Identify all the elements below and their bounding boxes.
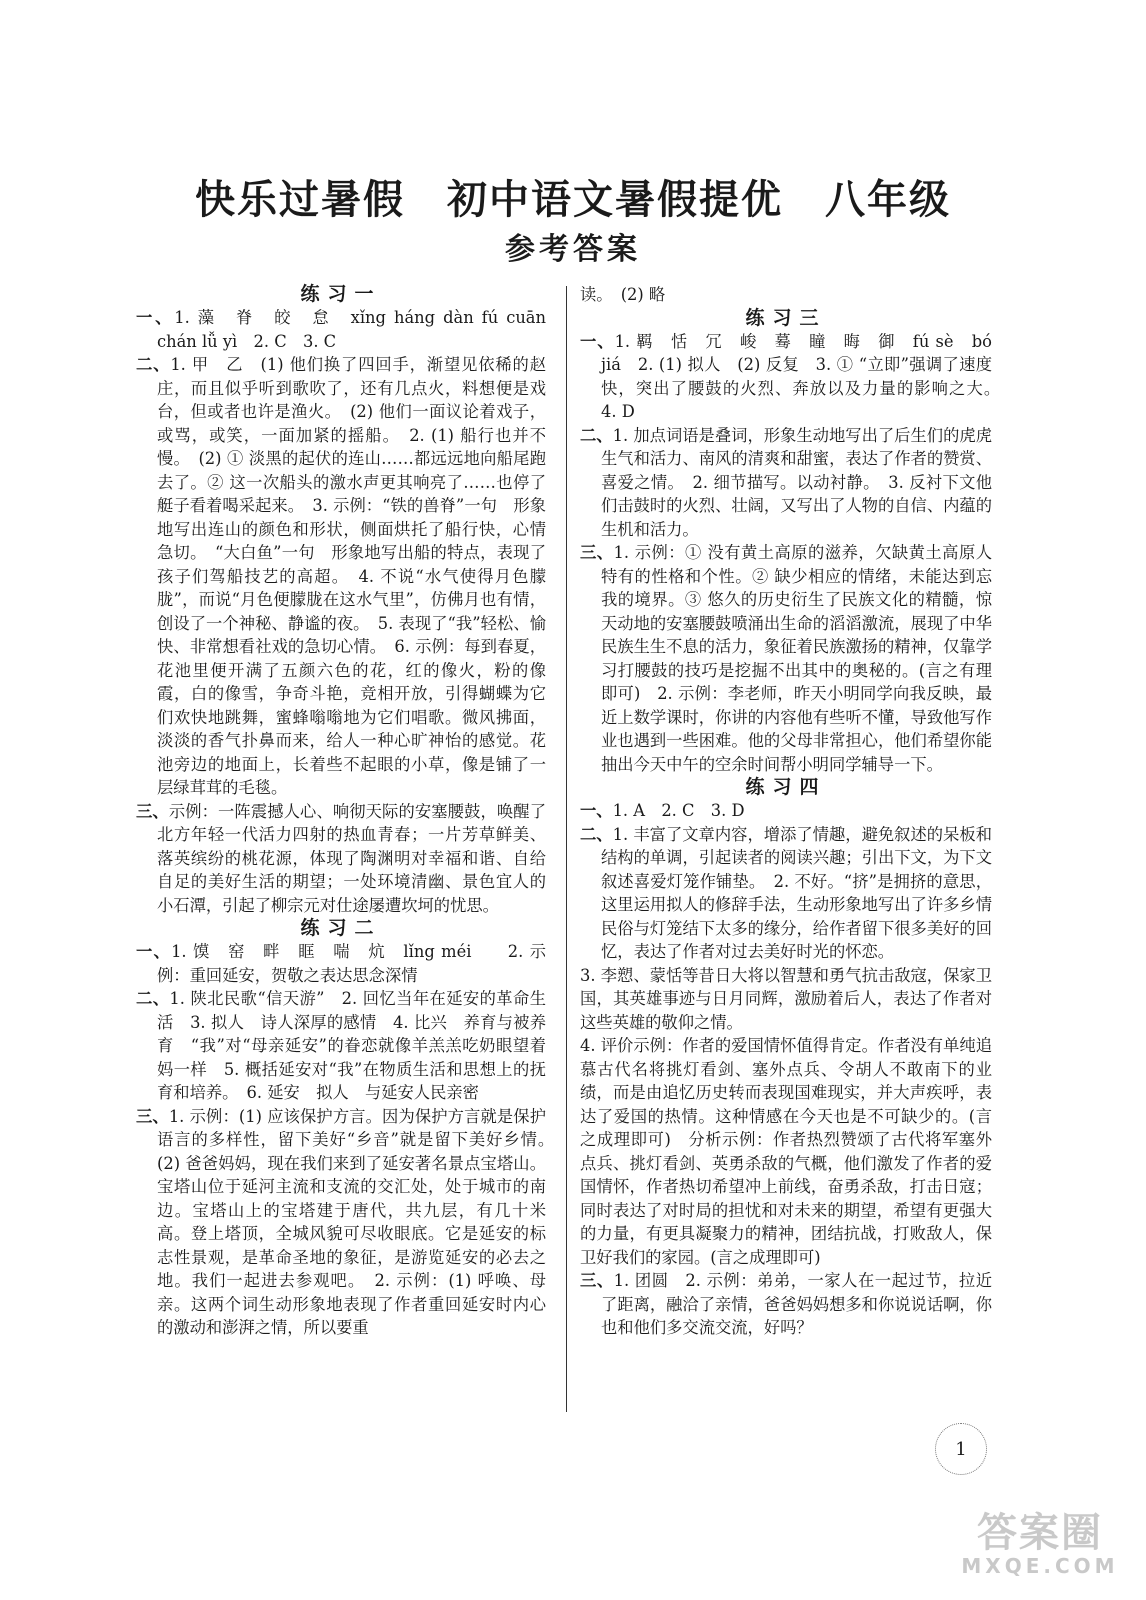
entry-text: 示例：一阵震撼人心、响彻天际的安塞腰鼓，唤醒了北方年轻一代活力四射的热血青春；一片芳草鲜美、落英缤纷的桃花源，体现了陶渊明对幸福和谐、自给自足的美好生活的期望；一处环境清幽、景色宜人的小石潭，引起了柳宗元对仕途屡遭坎坷的忧思。: [157, 801, 546, 915]
column-divider: [566, 286, 567, 1412]
watermark-text: 答案圈: [977, 1510, 1103, 1556]
entry-text: 1. 丰富了文章内容，增添了情趣，避免叙述的呆板和结构的单调，引起读者的阅读兴趣；引出下文，为下文叙述喜爱灯笼作铺垫。 2. 不好。“挤”是拥挤的意思，这里运用拟人的修辞手法，生动形象地写出了许多乡情民俗与灯笼结下太多的缘分，给作者留下很多美好的回忆，表达了作者对过去美好时光的怀恋。: [601, 824, 992, 961]
answer-entry: [580, 799, 992, 823]
section-heading: 练习二: [300, 917, 382, 939]
right-column: [580, 283, 1009, 1340]
answer-entry: [136, 940, 546, 987]
page-subtitle: 参考答案: [505, 232, 641, 267]
answer-entry: [580, 1269, 992, 1340]
entry-text: 1. 团圆 2. 示例：弟弟，一家人在一起过节，拉近了距离，融洽了亲情，爸爸妈妈想多和你说说话啊，你也和他们多交流交流，好吗？: [601, 1271, 992, 1337]
page-number-badge: [935, 1423, 987, 1475]
section-heading: 练习三: [745, 306, 827, 329]
entry-text: 1. A 2. C 3. D: [612, 801, 745, 820]
entry-label: 三、: [580, 543, 614, 562]
answer-entry: [580, 330, 1009, 424]
entry-label: 二、: [580, 425, 613, 445]
answer-entry: [136, 800, 546, 918]
answer-entry: [136, 1105, 563, 1340]
answer-entry: [580, 823, 992, 964]
entry-text: 1. 示例：(1) 应该保护方言。因为保护方言就是保护语言的多样性，留下美好“乡音”就是留下美好乡情。 (2) 爸爸妈妈，现在我们来到了延安著名景点宝塔山。宝塔山位于延河主流和支流的交汇处，处于城市的南边。宝塔山上的宝塔建于唐代，共九层，有几十米高。登上塔顶，全城风貌可尽收眼底。它是延安的标志性景观，是革命圣地的象征，是游览延安的必去之地。我们一起进去参观吧。 2. 示例：(1) 呼唤、母亲。这两个词生动形象地表现了作者重回延安时内心的激动和澎湃之情，所以要重: [157, 1106, 563, 1337]
entry-label: 一、: [136, 308, 175, 327]
entry-label: 三、: [580, 1271, 614, 1290]
entry-label: 三、: [136, 1106, 169, 1126]
answer-entry: [136, 353, 546, 800]
watermark-logo: [942, 1512, 1138, 1578]
page-number: 1: [955, 1438, 967, 1460]
entry-text: 1. 羁 恬 冗 峻 蓦 瞳 晦 御 fú sè bó jiá 2. (1) 拟人 (2) 反复 3. ① “立即”强调了速度快，突出了腰鼓的火烈、奔放以及力量的影响之大。 4. D: [601, 331, 1009, 421]
entry-text: 1. 馍 窑 畔 眶 喘 炕 lǐng méi 2. 示例：重回延安，贺敬之表达思念深情: [157, 942, 546, 985]
entry-text: 1. 陕北民歌“信天游” 2. 回忆当年在延安的革命生活 3. 拟人 诗人深厚的感情 4. 比兴 养育与被养育 “我”对“母亲延安”的眷恋就像羊羔羔吃奶眼望着妈一样 5. 概括延安对“我”在物质生活和思想上的抚育和培养。 6. 延安 拟人 与延安人民亲密: [157, 989, 546, 1102]
entry-label: 二、: [580, 824, 613, 844]
answer-text: 读。 (2) 略: [580, 285, 666, 304]
answer-entry: [580, 541, 992, 776]
answer-text: 3. 李愬、蒙恬等昔日大将以智慧和勇气抗击敌寇，保家卫国，其英雄事迹与日月同辉，激励着后人，表达了作者对这些英雄的敬仰之情。: [580, 965, 992, 1032]
answer-text: 4. 评价示例：作者的爱国情怀值得肯定。作者没有单纯追慕古代名将挑灯看剑、塞外点兵、令胡人不敢南下的业绩，而是由追忆历史转而表现国难现实，并大声疾呼，表达了爱国的热情。这种情感在今天也是不可缺少的。(言之成理即可) 分析示例：作者热烈赞颂了古代将军塞外点兵、挑灯看剑、英勇杀敌的气概，他们激发了作者的爱国情怀，作者热切希望冲上前线，奋勇杀敌，打击日寇；同时表达了对时局的担忧和对未来的期望，希望有更强大的力量，有更具凝聚力的精神，团结抗战，打败敌人，保卫好我们的家园。(言之成理即可): [580, 1036, 992, 1267]
section-heading: 练习四: [745, 776, 827, 798]
left-column: [136, 283, 563, 1340]
entry-label: 一、: [580, 801, 613, 820]
entry-text: 1. 藻 脊 皎 怠 xǐng háng dàn fú cuān chán lǚ yì 2. C 3. C: [157, 308, 546, 351]
section-heading: 练习一: [300, 283, 382, 305]
watermark-subtext: MXQE.COM: [961, 1554, 1119, 1578]
entry-label: 二、: [136, 355, 171, 374]
entry-text: 1. 甲 乙 (1) 他们换了四回手，渐望见依稀的赵庄，而且似乎听到歌吹了，还有几点火，料想便是戏台，但或者也许是渔火。 (2) 他们一面议论着戏子，或骂，或笑，一面加紧的摇船。 2. (1) 船行也并不慢。 (2) ① 淡黑的起伏的连山……都远远地向船尾跑去了。② 这一次船头的激水声更其响亮了……也停了艇子看着喝采起来。 3. 示例：“铁的兽脊”一句 形象地写出连山的颜色和形状，侧面烘托了船行快，心情急切。 “大白鱼”一句 形象地写出船的特点，表现了孩子们驾船技艺的高超。 4. 不说“水气使得月色朦胧”，而说“月色便朦胧在这水气里”，仿佛月也有情，创设了一个神秘、静谧的夜。 5. 表现了“我”轻松、愉快、非常想看社戏的急切心情。 6. 示例：每到春夏，花池里便开满了五颜六色的花，红的像火，粉的像霞，白的像雪，争奇斗艳，竞相开放，引得蝴蝶为它们欢快地跳舞，蜜蜂嗡嗡地为它们唱歌。微风拂面，淡淡的香气扑鼻而来，给人一种心旷神怡的感觉。花池旁边的地面上，长着些不起眼的小草，像是铺了一层绿茸茸的毛毯。: [157, 355, 546, 797]
entry-text: 1. 加点词语是叠词，形象生动地写出了后生们的虎虎生气和活力、南风的清爽和甜蜜，表达了作者的赞赏、喜爱之情。 2. 细节描写。以动衬静。 3. 反衬下文他们击鼓时的火烈、壮阔，又写出了人物的自信、内蕴的生机和活力。: [601, 425, 992, 539]
answer-entry: [136, 306, 546, 353]
entry-text: 1. 示例：① 没有黄土高原的滋养，欠缺黄土高原人特有的性格和个性。② 缺少相应的情绪，未能达到忘我的境界。③ 悠久的历史衍生了民族文化的精髓，惊天动地的安塞腰鼓喷涌出生命的滔滔激流，展现了中华民族生生不息的活力，象征着民族激扬的精神，仅靠学习打腰鼓的技巧是挖掘不出其中的奥秘的。(言之有理即可) 2. 示例：李老师，昨天小明同学向我反映，最近上数学课时，你讲的内容他有些听不懂，导致他写作业也遇到一些困难。他的父母非常担心，他们希望你能抽出今天中午的空余时间帮小明同学辅导一下。: [601, 543, 992, 774]
answer-entry: [136, 987, 546, 1105]
answer-entry: [580, 424, 992, 542]
entry-label: 三、: [136, 801, 169, 821]
entry-label: 二、: [136, 989, 170, 1008]
page-title: 快乐过暑假 初中语文暑假提优 八年级: [195, 177, 951, 223]
entry-label: 一、: [580, 331, 615, 351]
entry-label: 一、: [136, 942, 172, 961]
